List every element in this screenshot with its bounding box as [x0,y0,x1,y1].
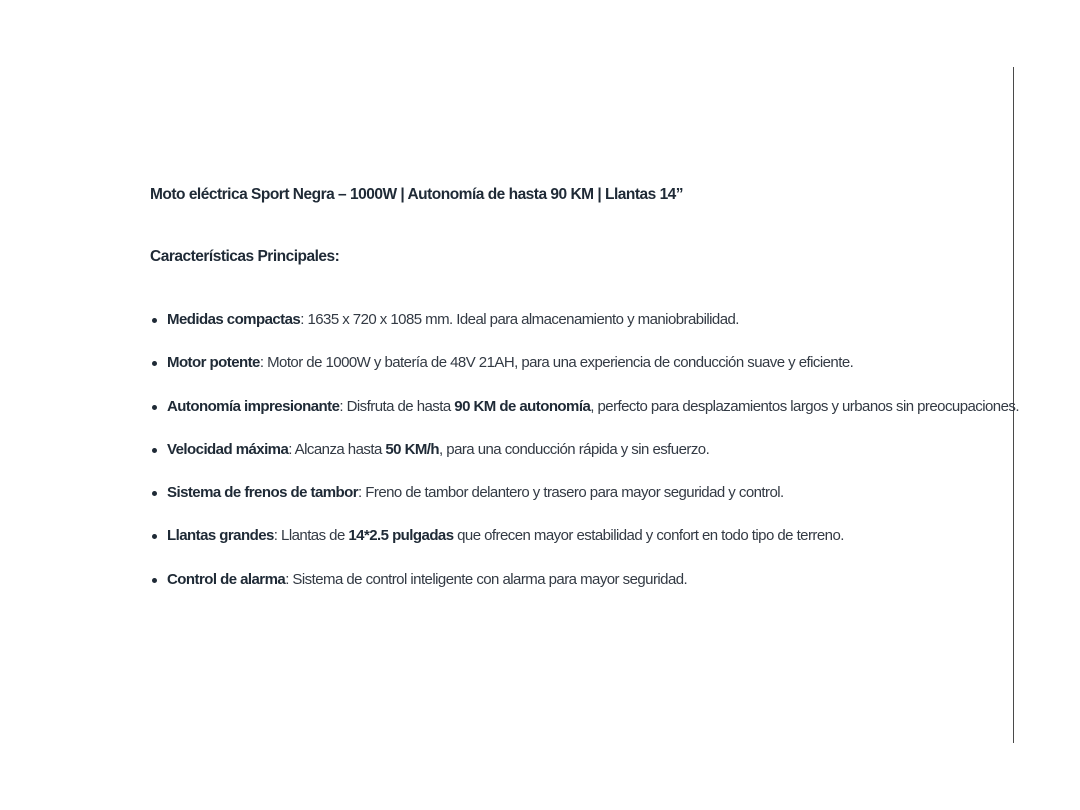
feature-text: : 1635 x 720 x 1085 mm. Ideal para almacenamiento y maniobrabilidad. [300,311,739,328]
feature-label: Control de alarma [167,570,286,588]
feature-highlight: 14*2.5 pulgadas [348,527,454,545]
features-heading: Características Principales: [150,248,340,265]
feature-label: Velocidad máxima [167,440,289,458]
bullet-icon [152,578,157,583]
feature-label: Sistema de frenos de tambor [167,484,359,502]
product-description [150,183,1019,611]
feature-item-speed [150,438,990,481]
bullet-icon [152,491,157,496]
feature-text-continued: , para una conducción rápida y sin esfuerzo. [439,440,710,458]
feature-text: : Llantas de [273,527,349,545]
bullet-icon [152,534,157,539]
feature-item-range [150,395,1019,438]
bullet-icon [152,405,157,410]
feature-text: : Motor de 1000W y batería de 48V 21AH, para una experiencia de conducción suave y eficiente. [259,354,854,372]
feature-text: : Freno de tambor delantero y trasero para mayor seguridad y control. [358,484,784,502]
feature-text: : Sistema de control inteligente con alarma para mayor seguridad. [285,570,688,588]
features-list [150,308,1019,611]
feature-label: Autonomía impresionante [167,397,340,415]
feature-text-continued: , perfecto para desplazamientos largos y urbanos sin preocupaciones. [590,397,1019,415]
feature-label: Medidas compactas [167,311,301,328]
feature-text: : Alcanza hasta [288,440,386,458]
feature-item-motor [150,351,990,394]
feature-item-brakes [150,481,990,524]
feature-text-continued: que ofrecen mayor estabilidad y confort en todo tipo de terreno. [453,527,844,545]
bullet-icon [152,361,157,366]
feature-item-dimensions [150,308,990,351]
bullet-icon [152,448,157,453]
product-title: Moto eléctrica Sport Negra – 1000W | Autonomía de hasta 90 KM | Llantas 14” [150,186,684,203]
feature-item-alarm [150,568,990,611]
feature-highlight: 90 KM de autonomía [454,397,591,415]
bullet-icon [152,318,157,323]
feature-label: Motor potente [167,354,260,372]
feature-item-tires [150,524,990,567]
feature-label: Llantas grandes [167,527,274,545]
feature-highlight: 50 KM/h [385,440,440,458]
feature-text: : Disfruta de hasta [339,397,455,415]
